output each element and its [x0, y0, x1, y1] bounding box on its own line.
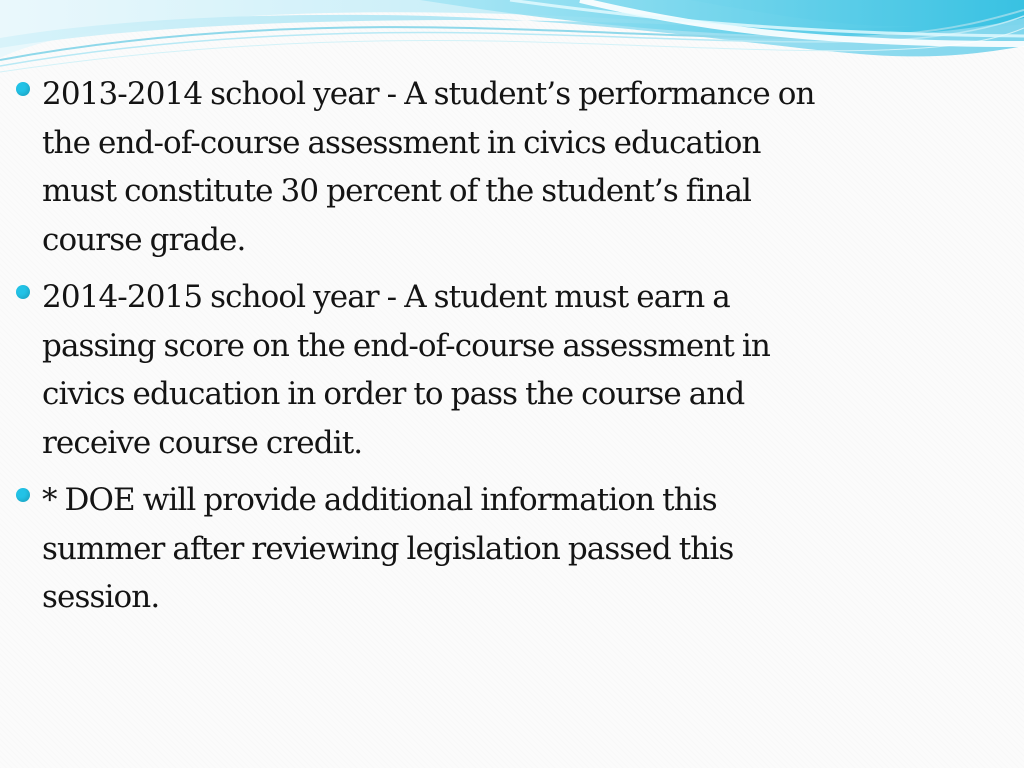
- bullet-item: [14, 476, 914, 622]
- bullet-line: 2014-2015 school year - A student must earn a: [42, 279, 730, 315]
- bullet-line: course grade.: [42, 221, 246, 258]
- bullet-dot-icon: [16, 488, 30, 502]
- bullet-line: must constitute 30 percent of the student’s final: [42, 173, 752, 209]
- bullet-line: civics education in order to pass the course and: [42, 376, 745, 412]
- bullet-line: summer after reviewing legislation passed this: [42, 530, 734, 567]
- bullet-item: [14, 273, 914, 467]
- bullet-line: passing score on the end-of-course assessment in: [42, 327, 770, 364]
- bullet-line: receive course credit.: [42, 424, 363, 461]
- bullet-dot-icon: [16, 285, 30, 299]
- bullet-line: session.: [42, 579, 160, 615]
- bullet-text: [42, 279, 770, 461]
- bullet-dot-icon: [16, 82, 30, 96]
- bullet-item: [14, 70, 914, 264]
- bullet-text: [42, 482, 733, 615]
- bullet-line: 2013-2014 school year - A student’s performance on: [42, 76, 815, 112]
- bullet-text: [42, 76, 815, 258]
- bullet-list: [14, 70, 914, 631]
- bullet-line: * DOE will provide additional information this: [42, 482, 717, 518]
- bullet-line: the end-of-course assessment in civics education: [42, 124, 761, 161]
